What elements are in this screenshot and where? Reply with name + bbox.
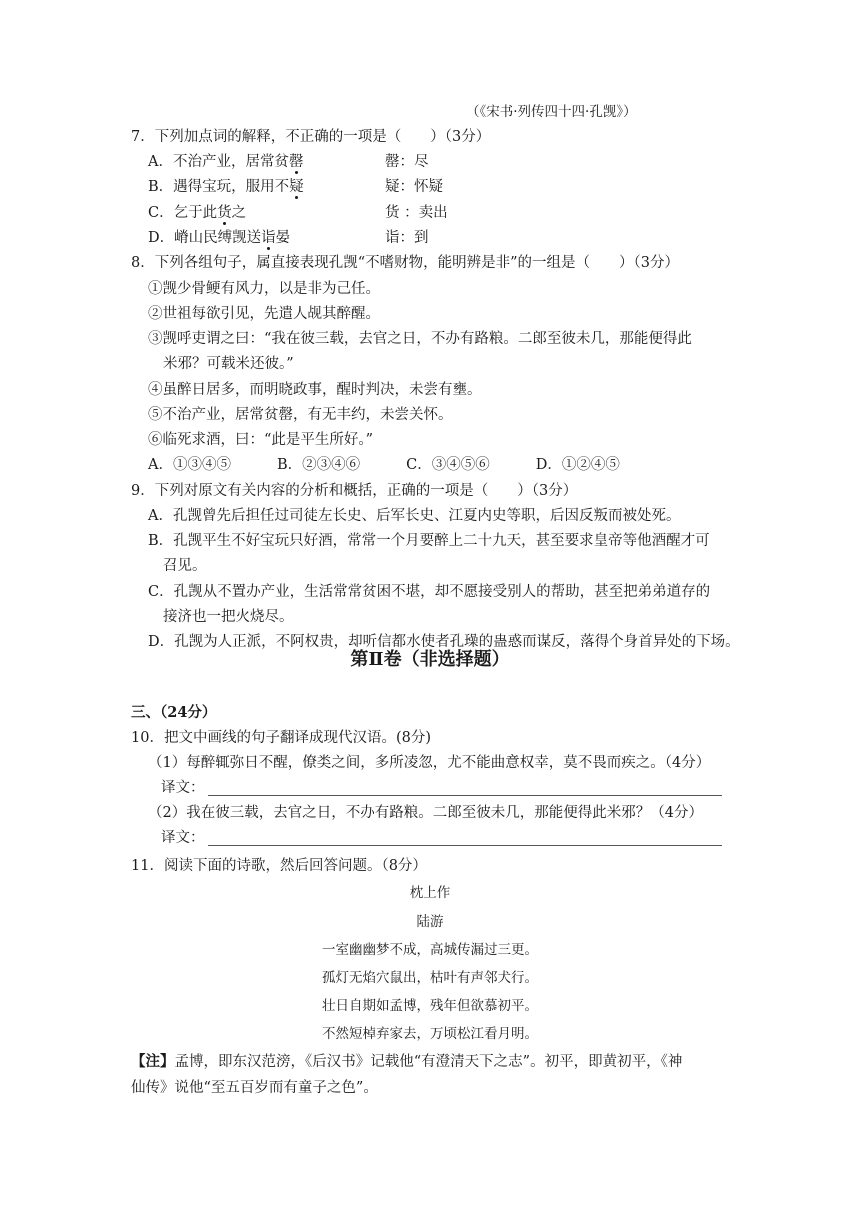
poem-line-1: 一室幽幽梦不成，高城传漏过三更。 bbox=[322, 942, 538, 958]
poem-note-cont: 仙传》说他“至五百岁而有童子之色”。 bbox=[131, 1080, 378, 1096]
q7-option-c-text: C．乞于此 bbox=[148, 205, 218, 221]
q7-option-d: D．嵴山民缚觊送诣晏 bbox=[148, 230, 291, 246]
q7-option-c-dotted: 货 bbox=[217, 205, 232, 221]
q9-option-c: C．孔觊从不置办产业，生活常常贫困不堪，却不愿接受别人的帮助，甚至把弟弟道存的 bbox=[148, 584, 711, 600]
q7-stem: 7．下列加点词的解释，不正确的一项是（ ）（3分） bbox=[131, 129, 491, 145]
q11-stem: 11．阅读下面的诗歌，然后回答问题。（8分） bbox=[131, 858, 427, 874]
q8-choice-b: B．②③④⑥ bbox=[276, 457, 361, 473]
q8-choices bbox=[148, 455, 666, 475]
part-2-title: 第Ⅱ卷（非选择题） bbox=[350, 649, 510, 670]
q7-option-a-text: A．不治产业，居常贫 bbox=[148, 154, 289, 170]
q9-option-b: B．孔觊平生不好宝玩只好酒，常常一个月要醉上二十九天，甚至要求皇帝等他酒醒才可 bbox=[148, 533, 710, 549]
poem-note-label: 【注】 bbox=[131, 1053, 175, 1070]
q8-item-6: ⑥临死求酒，曰：“此是平生所好。” bbox=[148, 432, 374, 448]
q10-sentence-2: （2）我在彼三载，去官之日，不办有路粮。二郎至彼未几，那能便得此米邪？（4分） bbox=[148, 805, 703, 821]
q8-item-3: ③觊呼吏谓之曰：“我在彼三载，去官之日，不办有路粮。二郎至彼未几，那能便得此 bbox=[148, 331, 692, 347]
q7-option-d-text: D．嵴山民缚觊送 bbox=[148, 230, 262, 246]
q10-sentence-1: （1）每醉辄弥日不醒，僚类之间，多所凌忽，尤不能曲意权幸，莫不畏而疾之。（4分） bbox=[148, 755, 711, 771]
q7-option-b-gloss: 疑：怀疑 bbox=[385, 179, 443, 195]
poem-note bbox=[131, 1052, 682, 1072]
q7-option-b bbox=[148, 177, 304, 197]
q8-item-2: ②世祖每欲引见，先遣人觇其醉醒。 bbox=[148, 306, 380, 322]
poem-line-3: 壮日自期如孟博，残年但欲慕初平。 bbox=[322, 998, 538, 1014]
q10-answer-1-line[interactable] bbox=[208, 794, 722, 796]
section-3-heading: 三、（24分） bbox=[131, 704, 217, 721]
poem-note-text: 孟博，即东汉范滂，《后汉书》记载他“有澄清天下之志”。初平，即黄初平，《神 bbox=[174, 1054, 683, 1070]
q7-option-a-gloss: 罄：尽 bbox=[385, 154, 429, 170]
q8-item-1: ①觊少骨鲠有风力，以是非为己任。 bbox=[148, 281, 380, 297]
q9-stem: 9．下列对原文有关内容的分析和概括，正确的一项是（ ）（3分） bbox=[131, 483, 578, 499]
q10-stem: 10．把文中画线的句子翻译成现代汉语。(8分) bbox=[131, 730, 431, 746]
q7-option-a bbox=[148, 152, 303, 172]
q7-option-d-dotted: 诣 bbox=[261, 230, 276, 246]
q7-option-b-text: B．遇得宝玩，服用不 bbox=[148, 179, 290, 195]
q7-option-d-gloss: 诣：到 bbox=[385, 230, 429, 246]
q7-option-c-gloss: 货 ：卖出 bbox=[385, 205, 448, 221]
q10-answer-2-label: 译文： bbox=[161, 830, 205, 846]
q10-answer-1-label: 译文： bbox=[161, 780, 205, 796]
q9-option-d: D．孔觊为人正派，不阿权贵，却听信都水使者孔璪的蛊惑而谋反，落得个身首异处的下场。 bbox=[148, 634, 740, 650]
q9-option-a: A．孔觊曾先后担任过司徒左长史、后军长史、江夏内史等职，后因反叛而被处死。 bbox=[148, 508, 681, 524]
q7-option-c: C．乞于此货之 bbox=[148, 205, 247, 221]
q7-option-a-dotted: 罄 bbox=[288, 154, 304, 170]
q9-option-b-cont: 召见。 bbox=[163, 558, 207, 574]
q8-item-3-cont: 米邪？可载米还彼。” bbox=[163, 356, 294, 372]
poem-title: 枕上作 bbox=[409, 885, 451, 901]
q8-choice-a: A．①③④⑤ bbox=[148, 457, 231, 473]
poem-line-2: 孤灯无焰穴鼠出，枯叶有声邻犬行。 bbox=[322, 970, 538, 986]
passage-source: （《宋书·列传四十四·孔觊》） bbox=[466, 104, 637, 120]
q10-answer-2-line[interactable] bbox=[208, 844, 722, 846]
q8-choice-d: D．①②④⑤ bbox=[535, 457, 620, 473]
q8-item-5: ⑤不治产业，居常贫罄，有无丰约，未尝关怀。 bbox=[148, 407, 453, 423]
poem-author: 陆游 bbox=[416, 914, 444, 930]
poem-line-4: 不然短棹弃家去，万顷松江看月明。 bbox=[322, 1026, 538, 1042]
q7-option-b-dotted: 疑 bbox=[289, 179, 304, 195]
q8-choice-c: C．③④⑤⑥ bbox=[406, 457, 490, 473]
q9-option-c-cont: 接济也一把火烧尽。 bbox=[163, 609, 294, 625]
q8-stem: 8．下列各组句子，属直接表现孔觊“不嗜财物，能明辨是非”的一组是（ ）（3分） bbox=[131, 255, 680, 271]
q8-item-4: ④虽醉日居多，而明晓政事，醒时判决，未尝有壅。 bbox=[148, 382, 482, 398]
